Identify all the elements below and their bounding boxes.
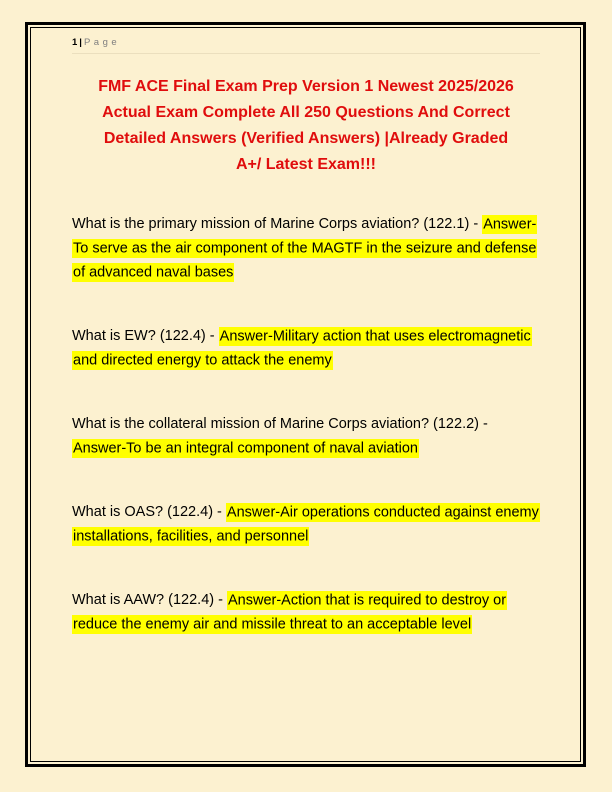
- qa-item: [72, 588, 540, 636]
- question-text: What is EW? (122.4) -: [72, 328, 219, 344]
- question-text: What is the primary mission of Marine Corps aviation? (122.1) -: [72, 216, 483, 232]
- qa-item: [72, 500, 540, 548]
- page-header: [72, 36, 540, 54]
- question-text: What is OAS? (122.4) -: [72, 504, 226, 520]
- answer-highlight: Answer-To serve as the air component of the MAGTF in the seizure and defense of advanced naval bases: [73, 216, 537, 280]
- title-line: Actual Exam Complete All 250 Questions And Correct: [102, 104, 510, 121]
- question-text: What is AAW? (122.4) -: [72, 592, 227, 608]
- page-border-inner-line: [30, 27, 581, 762]
- answer-highlight: Answer-To be an integral component of naval aviation: [73, 440, 418, 456]
- document-title: [72, 74, 540, 178]
- header-page-label: Page: [83, 37, 121, 48]
- page-content: [31, 28, 580, 636]
- header-separator: |: [79, 37, 82, 48]
- qa-item: [72, 212, 540, 284]
- page-border-frame: [25, 22, 586, 767]
- qa-item: [72, 412, 540, 460]
- answer-highlight: Answer-Action that is required to destroy or reduce the enemy air and missile threat to an acceptable level: [73, 592, 507, 632]
- question-text: What is the collateral mission of Marine Corps aviation? (122.2) -: [72, 416, 488, 432]
- qa-list: [72, 212, 540, 636]
- answer-highlight: Answer-Air operations conducted against enemy installations, facilities, and personnel: [73, 504, 539, 544]
- page-number: 1: [72, 37, 79, 48]
- answer-highlight: Answer-Military action that uses electromagnetic and directed energy to attack the enemy: [73, 328, 531, 368]
- title-line: A+/ Latest Exam!!!: [235, 156, 377, 173]
- qa-item: [72, 324, 540, 372]
- title-line: Detailed Answers (Verified Answers) |Already Graded: [103, 130, 509, 147]
- title-line: FMF ACE Final Exam Prep Version 1 Newest 2025/2026: [98, 78, 514, 95]
